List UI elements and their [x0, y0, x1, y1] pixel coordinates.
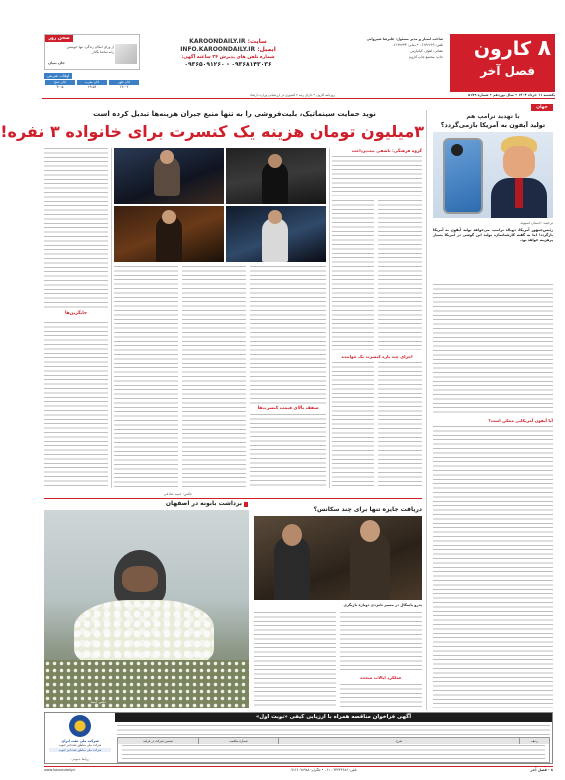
- tender-ad[interactable]: [44, 712, 553, 764]
- ad-table-header: تضمین شرکت در فرایند: [143, 739, 173, 743]
- text-column: [340, 684, 422, 708]
- prayer-times: [44, 73, 140, 91]
- text-column: [254, 612, 336, 708]
- prayer-header: اذان صبح: [45, 80, 75, 85]
- right-lead: رئیس‌جمهور آمریکا، دونالد ترامپ، می‌خواهد تولید آیفون به آمریکا بازگردد؛ اما به گفته کارشناسان، تولید این گوشی در آمریکا بسیار پرهزینه خواهد بود.: [433, 228, 553, 243]
- quote-image: [115, 44, 137, 64]
- site-label: سایت:: [247, 38, 267, 45]
- publisher-info: [305, 36, 443, 60]
- ad-contact: روابط عمومی: [71, 757, 89, 761]
- prayer-header: اذان ظهر: [109, 80, 139, 85]
- text-column: [332, 200, 374, 350]
- text-column: [433, 426, 553, 708]
- quote-line: از ورای امکان زندگی، تنها خویشتن: [66, 45, 114, 49]
- chamomile-title: برداشت بابونه در اصفهان: [165, 500, 242, 507]
- ad-table-header: شماره مناقصه: [198, 738, 278, 744]
- footer-page-label: ۸ - فصل آخر: [530, 768, 553, 772]
- main-headline: ۳میلیون تومان هزینه یک کنسرت برای خانواده ۳ نفره!: [0, 122, 424, 141]
- prayer-value: ۱۹:۵۶: [87, 85, 97, 89]
- email-link[interactable]: INFO.KAROONDAILY.IR: [180, 46, 256, 53]
- date-strip: [42, 93, 555, 99]
- footer-phones: تلفن: ۳۳۳۴۳۶۸۶ - ۰۶۱ • تلگرام: ۰۹۱۶۶۰۹۸۹۸۸: [289, 768, 357, 772]
- text-column: [44, 322, 108, 488]
- concert-photo-4: [226, 206, 326, 262]
- email-label: ایمیل:: [257, 46, 276, 53]
- prayer-title: اوقات شرعی: [44, 73, 72, 79]
- ad-title: آگهی فراخوان مناقصه همراه با ارزیابی کیفی «نوبت اول»: [255, 714, 412, 720]
- quote-author: جان بنیان: [48, 61, 65, 65]
- chamomile-photo: [44, 510, 249, 708]
- text-column: [250, 266, 326, 404]
- pascal-photo: [254, 516, 422, 600]
- publisher-line: نشانی: اهواز، کیانپارس: [410, 49, 443, 53]
- main-kicker: نوید حمایت سینماتیک، بلیت‌فروشی را به تنها منبع جبران هزینه‌ها تبدیل کرده است: [93, 110, 376, 118]
- ad-table-header: شرح: [278, 738, 519, 744]
- text-column: [250, 414, 326, 488]
- text-column: [378, 362, 422, 488]
- text-column: [182, 266, 246, 488]
- text-column: [332, 156, 422, 196]
- quote-line: رابه تماشا بگذار: [92, 50, 114, 54]
- box-title-3: اجرای چند باره کنسرت یک خواننده: [341, 354, 413, 359]
- text-column: [378, 200, 422, 350]
- text-column: [44, 148, 108, 308]
- concert-photo-1: [114, 148, 224, 204]
- hotline-label: شماره تلفن های پذیرش ۲۴ ساعته آگهی:: [181, 55, 275, 60]
- ad-title-bar: [115, 713, 552, 722]
- issue-number: ۸: [537, 36, 551, 61]
- right-headline-top: با تهدید ترامپ هم: [466, 113, 520, 120]
- date-line: یکشنبه ۱۱ خرداد ۱۴۰۴ • سال نوزدهم • شماره ۵۱۷۹: [468, 93, 555, 97]
- text-column: [332, 362, 374, 488]
- text-column: [433, 284, 553, 414]
- quote-title: سخن روز: [48, 36, 70, 41]
- trump-photo: [433, 132, 553, 218]
- footer: [44, 766, 553, 774]
- right-headline: تولید آیفون به آمریکا بازمی‌گردد؟: [440, 121, 546, 129]
- site-link[interactable]: KAROONDAILY.IR: [189, 38, 246, 45]
- story-subhead: گروه فرهنگی: ناشفی بیت‌پرداخت: [351, 148, 422, 153]
- right-box-title: آیا آیفون آمریکایی ممکن است؟: [488, 418, 553, 423]
- chamomile-credit: عکس: ایسنا: [90, 700, 106, 704]
- text-column: [114, 266, 178, 488]
- ad-logo: [49, 715, 111, 763]
- quote-box: [44, 34, 140, 70]
- concert-photo-3: [114, 206, 224, 262]
- right-byline: ترجمه: احسان اسیوند: [520, 221, 553, 225]
- publisher-line: صاحب امتیاز و مدیر مسئول: علیرضا شیروانی: [366, 37, 443, 41]
- hotline-phones: ۰۹۳۶۸۱۴۳۰۳۶ - ۰۹۳۶۵۰۹۱۲۶۰: [184, 61, 272, 68]
- concert-photo-2: [226, 148, 326, 204]
- prayer-header: اذان مغرب: [77, 80, 107, 85]
- pascal-title: دریافت جایزه تنها برای چند سکانس؟: [313, 506, 422, 513]
- ad-company: شرکت ملی نفت ایران: [61, 739, 99, 743]
- text-column: [340, 612, 422, 672]
- publisher-line: چاپ: مجتمع چاپ کارون: [408, 55, 443, 59]
- publisher-line: تلفن: ۰۶۱۳۲۲۶۹ • نمابر: ۰۶۱۳۲۲۴۴: [392, 43, 443, 47]
- pascal-caption: پدرو پاسکال در مسیر نامزدی دوباره بازیگری: [343, 603, 422, 607]
- masthead: [32, 34, 565, 94]
- logo-block: [450, 34, 555, 92]
- box-title-1: سقف بالای قیمت کنسرت‌ها: [257, 406, 319, 411]
- footer-site[interactable]: www.karoondaily.ir: [44, 768, 76, 772]
- pascal-box-title: عملکرد ایالات متحده: [360, 675, 402, 680]
- ticker: روزنامه کارون • دارای رتبه ۲ کشوری در ارزشیابی وزارت ارشاد: [250, 93, 335, 97]
- logo-text: کارون: [473, 38, 531, 60]
- ad-footer: شرکت ملی مناطق نفت‌خیز جنوب: [49, 748, 111, 752]
- ad-table: [117, 737, 550, 763]
- prayer-value: ۱۲:۰۲: [119, 85, 129, 89]
- prayer-value: ۴:۰۵: [56, 85, 64, 89]
- section-title: فصل آخر: [480, 64, 535, 78]
- ad-subsidiary: شرکت ملی مناطق نفت‌خیز جنوب: [58, 743, 102, 747]
- ad-table-header: ردیف: [519, 738, 549, 744]
- photo-credit: عکس: حمید صادقی: [163, 492, 192, 496]
- right-kicker: جهان: [531, 104, 553, 111]
- contact-block: [159, 38, 297, 69]
- nioc-logo-icon: [69, 715, 91, 737]
- left-box-title: جایگزین‌ها: [64, 311, 88, 316]
